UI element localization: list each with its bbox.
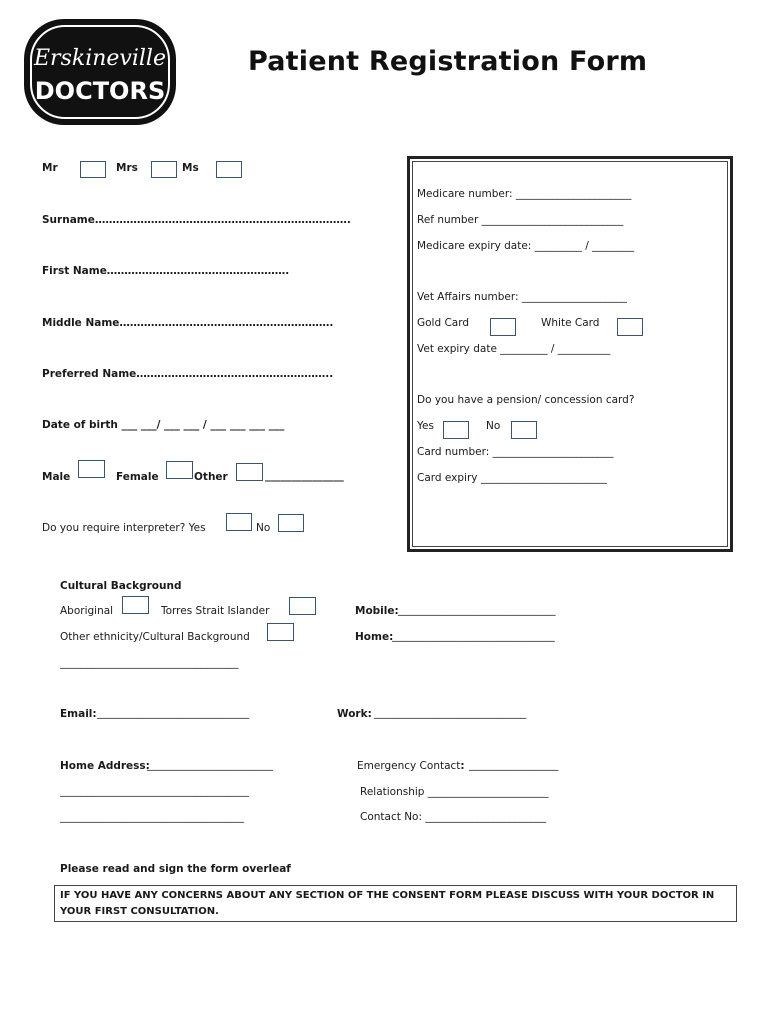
- mr-checkbox[interactable]: [80, 161, 106, 178]
- medicare-number-field[interactable]: Medicare number: ______________________: [417, 188, 632, 200]
- ref-number-field[interactable]: Ref number ___________________________: [417, 214, 624, 226]
- pension-question: Do you have a pension/ concession card?: [417, 394, 635, 406]
- gold-card-checkbox[interactable]: [490, 318, 516, 336]
- gold-card-label: Gold Card: [417, 317, 470, 329]
- interpreter-yes-checkbox[interactable]: [226, 513, 252, 531]
- other-gender-field[interactable]: _______________: [265, 470, 344, 482]
- first-name-field[interactable]: First Name…………………………………………….: [42, 265, 290, 277]
- mobile-field[interactable]: ______________________________: [398, 604, 556, 616]
- contact-number-field[interactable]: Contact No: _______________________: [360, 811, 547, 823]
- vet-affairs-number-field[interactable]: Vet Affairs number: ____________________: [417, 291, 627, 303]
- other-label: Other: [194, 471, 228, 483]
- interpreter-no-label: No: [256, 522, 271, 534]
- white-card-label: White Card: [541, 317, 600, 329]
- middle-name-field[interactable]: Middle Name…………………………………………………….: [42, 317, 334, 329]
- relationship-field[interactable]: Relationship _______________________: [360, 786, 549, 798]
- work-phone-label: Work:: [337, 708, 372, 720]
- work-phone-field[interactable]: _____________________________: [374, 707, 527, 719]
- card-expiry-field[interactable]: Card expiry ________________________: [417, 472, 607, 484]
- other-ethnicity-field[interactable]: __________________________________: [60, 657, 239, 669]
- emergency-contact-label: Emergency Contact: [357, 760, 461, 772]
- date-of-birth-field[interactable]: Date of birth ___ ___/ ___ ___ / ___ ___ ___ ___: [42, 419, 285, 431]
- ms-checkbox[interactable]: [216, 161, 242, 178]
- pension-no-label: No: [486, 420, 501, 432]
- medicare-expiry-field[interactable]: Medicare expiry date: _________ / ________: [417, 240, 635, 252]
- other-ethnicity-checkbox[interactable]: [267, 623, 294, 641]
- card-number-field[interactable]: Card number: _______________________: [417, 446, 614, 458]
- erskineville-doctors-logo: [22, 17, 178, 127]
- mrs-label: Mrs: [116, 162, 138, 174]
- vet-expiry-field[interactable]: Vet expiry date _________ / __________: [417, 343, 611, 355]
- torres-strait-label: Torres Strait Islander: [161, 605, 270, 617]
- emergency-contact-colon: :: [460, 760, 465, 772]
- mrs-checkbox[interactable]: [151, 161, 177, 178]
- email-field[interactable]: _____________________________: [97, 707, 250, 719]
- pension-yes-label: Yes: [417, 420, 434, 432]
- consent-notice-text: IF YOU HAVE ANY CONCERNS ABOUT ANY SECTION OF THE CONSENT FORM PLEASE DISCUSS WITH YOUR DOCTOR IN YOUR FIRST CONSULTATION.: [60, 890, 715, 917]
- consent-notice: [54, 885, 737, 922]
- sign-instruction: Please read and sign the form overleaf: [60, 863, 291, 875]
- other-ethnicity-label: Other ethnicity/Cultural Background: [60, 631, 250, 643]
- home-address-field-2[interactable]: ____________________________________: [60, 785, 249, 797]
- home-phone-field[interactable]: _______________________________: [392, 630, 555, 642]
- cultural-background-heading: Cultural Background: [60, 580, 182, 592]
- pension-yes-checkbox[interactable]: [443, 421, 469, 439]
- female-label: Female: [116, 471, 159, 483]
- pension-no-checkbox[interactable]: [511, 421, 537, 439]
- emergency-contact-field[interactable]: _________________: [469, 759, 559, 771]
- torres-strait-checkbox[interactable]: [289, 597, 316, 615]
- page-title: Patient Registration Form: [248, 46, 648, 77]
- mobile-label: Mobile:: [355, 605, 399, 617]
- surname-field[interactable]: Surname……………………………………………………………….: [42, 214, 351, 226]
- home-address-field-3[interactable]: ___________________________________: [60, 811, 244, 823]
- male-label: Male: [42, 471, 71, 483]
- email-label: Email:: [60, 708, 97, 720]
- home-address-field-1[interactable]: ________________________: [147, 759, 273, 771]
- interpreter-question: Do you require interpreter? Yes: [42, 522, 206, 534]
- ms-label: Ms: [182, 162, 199, 174]
- male-checkbox[interactable]: [78, 460, 105, 478]
- home-address-label: Home Address:: [60, 760, 150, 772]
- white-card-checkbox[interactable]: [617, 318, 643, 336]
- home-phone-label: Home:: [355, 631, 394, 643]
- other-checkbox[interactable]: [236, 463, 263, 481]
- aboriginal-label: Aboriginal: [60, 605, 114, 617]
- female-checkbox[interactable]: [166, 461, 193, 479]
- aboriginal-checkbox[interactable]: [122, 596, 149, 614]
- interpreter-no-checkbox[interactable]: [278, 514, 304, 532]
- mr-label: Mr: [42, 162, 58, 174]
- logo-script-text: Erskineville: [34, 46, 166, 71]
- logo-doctors-text: DOCTORS: [34, 77, 166, 105]
- preferred-name-field[interactable]: Preferred Name………………………………………………..: [42, 368, 334, 380]
